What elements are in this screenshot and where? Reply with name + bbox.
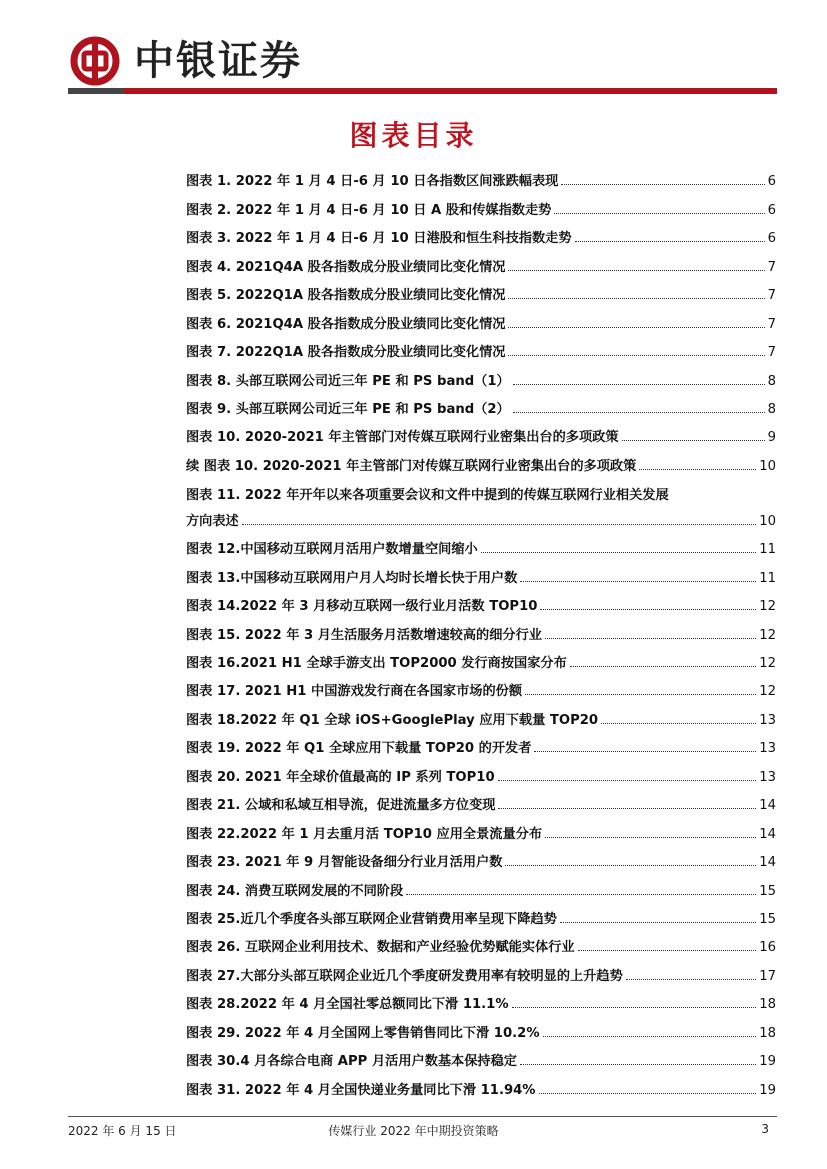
toc-entry-page: 9: [767, 430, 776, 446]
toc-entry-page: 10: [759, 513, 776, 529]
toc-entry[interactable]: [186, 365, 776, 393]
toc-entry[interactable]: [186, 847, 776, 875]
toc-entry-page: 19: [759, 1054, 776, 1070]
dot-leader: [505, 865, 756, 866]
dot-leader: [543, 1036, 757, 1037]
dot-leader: [508, 270, 764, 271]
toc-entry[interactable]: [186, 308, 776, 336]
toc-entry-page: 14: [759, 855, 776, 871]
toc-entry-label: 图表 19. 2022 年 Q1 全球应用下载量 TOP20 的开发者: [186, 741, 532, 757]
toc-entry-label: 图表 15. 2022 年 3 月生活服务月活数增速较高的细分行业: [186, 627, 542, 643]
dot-leader: [554, 213, 764, 214]
toc-entry-page: 12: [759, 599, 776, 615]
toc-entry-label: 图表 14.2022 年 3 月移动互联网一级行业月活数 TOP10: [186, 599, 538, 615]
toc-entry-page: 19: [759, 1082, 776, 1098]
dot-leader: [540, 609, 756, 610]
toc-entry-label: 图表 13.中国移动互联网用户月人均时长增长快于用户数: [186, 570, 518, 586]
toc-entry-page: 13: [759, 769, 776, 785]
toc-entry-page: 7: [767, 288, 776, 304]
toc-entry-page: 14: [759, 798, 776, 814]
dot-leader: [512, 1007, 757, 1008]
toc-entry-label: 图表 1. 2022 年 1 月 4 日-6 月 10 日各指数区间涨跌幅表现: [186, 174, 559, 190]
toc-entry-label: 图表 12.中国移动互联网月活用户数增量空间缩小: [186, 542, 478, 558]
toc-entry[interactable]: [186, 818, 776, 846]
dot-leader: [508, 327, 764, 328]
toc-entry-page: 16: [759, 940, 776, 956]
toc-entry[interactable]: [186, 591, 776, 619]
toc-entry-page: 15: [759, 911, 776, 927]
toc-entry-label: 图表 21. 公域和私域互相导流，促进流量多方位变现: [186, 798, 496, 814]
toc-entry-label: 图表 7. 2022Q1A 股各指数成分股业绩同比变化情况: [186, 345, 506, 361]
header-rule-red: [124, 88, 777, 94]
toc-entry-page: 8: [767, 401, 776, 417]
toc-entry-label: 图表 30.4 月各综合电商 APP 月活用户数基本保持稳定: [186, 1054, 517, 1070]
dot-leader: [508, 298, 764, 299]
toc-entry[interactable]: [186, 1046, 776, 1074]
toc-entry-page: 8: [767, 373, 776, 389]
toc-entry-label: 图表 2. 2022 年 1 月 4 日-6 月 10 日 A 股和传媒指数走势: [186, 202, 552, 218]
toc-entry[interactable]: [186, 989, 776, 1017]
dot-leader: [626, 979, 756, 980]
toc-entry-label: 续 图表 10. 2020-2021 年主管部门对传媒互联网行业密集出台的多项政策: [186, 458, 637, 474]
toc-entry-page: 13: [759, 741, 776, 757]
toc-entry-label: 图表 24. 消费互联网发展的不同阶段: [186, 883, 404, 899]
toc-entry[interactable]: [186, 904, 776, 932]
dot-leader: [570, 666, 756, 667]
toc-entry-page: 18: [759, 1025, 776, 1041]
toc-entry-label: 图表 22.2022 年 1 月去重月活 TOP10 应用全景流量分布: [186, 826, 543, 842]
toc-entry-label: 图表 5. 2022Q1A 股各指数成分股业绩同比变化情况: [186, 288, 506, 304]
toc-entry-label: 图表 25.近几个季度各头部互联网企业营销费用率呈现下降趋势: [186, 911, 557, 927]
table-of-figures: [186, 166, 776, 1103]
toc-entry[interactable]: [186, 875, 776, 903]
toc-title: 图表目录: [349, 119, 478, 152]
toc-entry-label: 图表 4. 2021Q4A 股各指数成分股业绩同比变化情况: [186, 259, 506, 275]
footer-date: 2022 年 6 月 15 日: [68, 1124, 177, 1138]
toc-entry-page: 6: [767, 202, 776, 218]
toc-entry-page: 18: [759, 997, 776, 1013]
dot-leader: [534, 751, 756, 752]
toc-entry[interactable]: [186, 619, 776, 647]
toc-entry-label: 图表 28.2022 年 4 月全国社零总额同比下滑 11.1%: [186, 997, 509, 1013]
toc-entry[interactable]: [186, 733, 776, 761]
toc-entry-label: 图表 31. 2022 年 4 月全国快递业务量同比下滑 11.94%: [186, 1082, 536, 1098]
page-header: [0, 0, 827, 100]
toc-entry[interactable]: [186, 450, 776, 478]
dot-leader: [513, 384, 765, 385]
toc-entry-page: 7: [767, 316, 776, 332]
dot-leader: [560, 922, 756, 923]
toc-entry-page: 10: [759, 458, 776, 474]
toc-entry-label: 图表 26. 互联网企业利用技术、数据和产业经验优势赋能实体行业: [186, 940, 575, 956]
dot-leader: [508, 355, 764, 356]
toc-entry[interactable]: [186, 648, 776, 676]
toc-entry[interactable]: [186, 223, 776, 251]
dot-leader: [578, 950, 757, 951]
bank-of-china-logo-icon: [70, 36, 120, 86]
dot-leader: [539, 1093, 757, 1094]
toc-entry[interactable]: [186, 422, 776, 450]
dot-leader: [481, 552, 757, 553]
dot-leader: [639, 469, 756, 470]
toc-entry[interactable]: [186, 280, 776, 308]
toc-entry-page: 11: [759, 570, 776, 586]
toc-entry-page: 12: [759, 656, 776, 671]
toc-entry-page: 14: [759, 826, 776, 842]
toc-entry-page: 15: [759, 883, 776, 899]
toc-entry-label: 图表 9. 头部互联网公司近三年 PE 和 PS band（2）: [186, 401, 510, 417]
toc-entry[interactable]: [186, 479, 776, 534]
toc-entry-page: 13: [759, 712, 776, 728]
toc-entry[interactable]: [186, 761, 776, 789]
dot-leader: [622, 440, 765, 441]
dot-leader: [561, 184, 764, 185]
dot-leader: [513, 412, 765, 413]
toc-entry-page: 12: [759, 627, 776, 643]
toc-entry[interactable]: [186, 676, 776, 704]
toc-entry-page: 12: [759, 684, 776, 700]
toc-entry[interactable]: [186, 337, 776, 365]
toc-entry-label: 图表 20. 2021 年全球价值最高的 IP 系列 TOP10: [186, 769, 495, 785]
footer-report-title: 传媒行业 2022 年中期投资策略: [328, 1124, 499, 1138]
dot-leader: [545, 638, 756, 639]
dot-leader: [520, 581, 756, 582]
toc-entry-label-continued: 方向表述: [186, 513, 239, 529]
toc-entry-page: 6: [767, 231, 776, 247]
dot-leader: [406, 894, 756, 895]
toc-entry-label: 图表 23. 2021 年 9 月智能设备细分行业月活用户数: [186, 855, 503, 871]
toc-entry-label: 图表 18.2022 年 Q1 全球 iOS+GooglePlay 应用下载量 TOP20: [186, 712, 599, 728]
dot-leader: [525, 694, 756, 695]
toc-entry-label: 图表 16.2021 H1 全球手游支出 TOP2000 发行商按国家分布: [186, 656, 567, 671]
toc-entry-page: 6: [767, 174, 776, 190]
toc-entry-label: 图表 17. 2021 H1 中国游戏发行商在各国家市场的份额: [186, 684, 523, 700]
toc-entry-page: 17: [759, 968, 776, 984]
toc-entry-label: 图表 3. 2022 年 1 月 4 日-6 月 10 日港股和恒生科技指数走势: [186, 231, 572, 247]
toc-entry[interactable]: [186, 562, 776, 590]
footer-rule: [68, 1116, 777, 1117]
toc-entry[interactable]: [186, 534, 776, 562]
toc-entry[interactable]: [186, 704, 776, 732]
brand-name: 中银证券: [134, 37, 302, 84]
toc-entry-label: 图表 6. 2021Q4A 股各指数成分股业绩同比变化情况: [186, 316, 506, 332]
dot-leader: [242, 524, 756, 525]
toc-entry-page: 11: [759, 542, 776, 558]
toc-entry[interactable]: [186, 394, 776, 422]
toc-entry-page: 7: [767, 345, 776, 361]
toc-entry[interactable]: [186, 960, 776, 988]
header-rule-dark: [68, 88, 124, 94]
toc-entry-label: 图表 27.大部分头部互联网企业近几个季度研发费用率有较明显的上升趋势: [186, 968, 623, 984]
dot-leader: [520, 1064, 756, 1065]
toc-entry[interactable]: [186, 790, 776, 818]
toc-entry-label: 图表 8. 头部互联网公司近三年 PE 和 PS band（1）: [186, 373, 510, 389]
toc-entry[interactable]: [186, 251, 776, 279]
toc-entry-label: 图表 29. 2022 年 4 月全国网上零售销售同比下滑 10.2%: [186, 1025, 540, 1041]
dot-leader: [498, 780, 757, 781]
toc-entry[interactable]: [186, 1017, 776, 1045]
toc-entry-page: 7: [767, 259, 776, 275]
toc-entry-label: 图表 10. 2020-2021 年主管部门对传媒互联网行业密集出台的多项政策: [186, 430, 619, 446]
footer-page-number: 3: [761, 1122, 769, 1136]
toc-entry[interactable]: [186, 166, 776, 194]
dot-leader: [601, 723, 756, 724]
dot-leader: [575, 241, 765, 242]
dot-leader: [498, 808, 756, 809]
toc-entry[interactable]: [186, 932, 776, 960]
dot-leader: [545, 837, 756, 838]
toc-entry[interactable]: [186, 1074, 776, 1102]
toc-entry-label: 图表 11. 2022 年开年以来各项重要会议和文件中提到的传媒互联网行业相关发展: [186, 487, 669, 503]
toc-entry[interactable]: [186, 194, 776, 222]
